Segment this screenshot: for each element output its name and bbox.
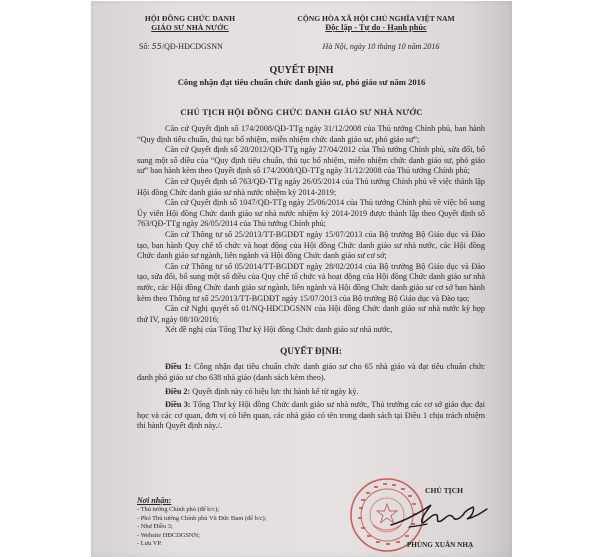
- national-motto-header: [271, 14, 481, 32]
- article-label: Điều 1:: [165, 362, 192, 372]
- recipients-title: Nơi nhận:: [137, 496, 172, 505]
- preamble-clause: Căn cứ Nghị quyết số 01/NQ-HĐCDGSNN của Hội đồng Chức danh giáo sư nhà nước kỳ họp thứ IV, ngày 08/10/2016;: [137, 304, 485, 324]
- document-body: [137, 124, 485, 435]
- nation-name: CỘNG HÒA XÃ HỘI CHỦ NGHĨA VIỆT NAM: [297, 14, 455, 23]
- article-1: [137, 362, 485, 383]
- signer-name: PHÙNG XUÂN NHẠ: [406, 541, 474, 549]
- issuer-line-2: GIÁO SƯ NHÀ NƯỚC: [151, 23, 229, 32]
- signer-role: CHỦ TỊCH: [424, 486, 464, 495]
- doc-number-prefix: Số:: [139, 42, 152, 51]
- recipient-item: - Như Điều 3;: [137, 523, 173, 531]
- document-page: [91, 1, 512, 557]
- article-text: Công nhận đạt tiêu chuẩn chức danh giáo sư cho 65 nhà giáo và đạt tiêu chuẩn chức danh phó giáo sư cho 638 nhà giáo (danh sách kèm theo).: [137, 362, 485, 383]
- recipient-item: - Thủ tướng Chính phủ (để b/c);: [137, 506, 219, 513]
- nation-motto: Độc lập - Tự do - Hạnh phúc: [325, 23, 427, 32]
- preamble-clause: Căn cứ Quyết định số 763/QĐ-TTg ngày 26/05/2014 của Thủ tướng Chính phủ về việc thành lập Hội đồng Chức danh giáo sư nhà nước nhiệm kỳ 2014-2019;: [137, 176, 485, 197]
- place-and-date: Hà Nội, ngày 10 tháng 10 năm 2016: [322, 42, 440, 51]
- article-2: [137, 387, 485, 398]
- doc-number-handwritten: 55: [151, 42, 162, 51]
- issuing-authority: CHỦ TỊCH HỘI ĐỒNG CHỨC DANH GIÁO SƯ NHÀ NƯỚC: [180, 107, 423, 117]
- document-title: QUYẾT ĐỊNH: [269, 65, 334, 76]
- article-text: Quyết định này có hiệu lực thi hành kể từ ngày ký.: [190, 386, 359, 396]
- recipients-list: [137, 496, 307, 549]
- preamble-clause: Căn cứ Thông tư số 05/2014/TT-BGDĐT ngày 28/02/2014 của Bộ trưởng Bộ Giáo dục và Đào tạo, sửa đổi, bổ sung một số điều của Quy chế tổ chức và hoạt động của Hội đồng Chức danh giáo sư nhà nước, các Hội đồng Chức danh giáo sư ngành, liên ngành và Hội đồng Chức danh giáo sư cơ sở ban hành kèm theo Thông tư số 25/2013/TT-BGDĐT ngày 15/07/2013 của Bộ trưởng Bộ Giáo dục và Đào tạo;: [137, 261, 485, 303]
- handwritten-signature-icon: [389, 495, 489, 535]
- signature-block: [349, 477, 499, 557]
- recipient-item: - Lưu VP.: [137, 540, 162, 548]
- doc-number-suffix: /QĐ-HĐCDGSNN: [161, 42, 223, 51]
- preamble-clause: Căn cứ Quyết định số 1047/QĐ-TTg ngày 25/06/2014 của Thủ tướng Chính phủ về việc bổ sung Ủy viên Hội đồng Chức danh giáo sư nhà nước nhiệm kỳ 2014-2019 được thành lập theo Quyết định số 763/QĐ-TTg ngày 26/05/2014 của Thủ tướng Chính phủ;: [137, 198, 485, 229]
- issuer-line-1: HỘI ĐỒNG CHỨC DANH: [144, 14, 236, 23]
- preamble-clause: Căn cứ Thông tư số 25/2013/TT-BGDĐT ngày 15/07/2013 của Bộ trưởng Bộ Giáo dục và Đào tạo, ban hành Quy chế tổ chức và hoạt động của Hội đồng Chức danh giáo sư nhà nước, các Hội đồng Chức danh giáo sư ngành, liên ngành và Hội đồng Chức danh giáo sư cơ sở;: [137, 229, 485, 261]
- article-label: Điều 2:: [165, 386, 191, 396]
- preamble-clause: Căn cứ Quyết định số 20/2012/QĐ-TTg ngày 27/04/2012 của Thủ tướng Chính phủ, sửa đổi, bổ sung một số điều của “Quy định tiêu chuẩn, thủ tục bổ nhiệm, miễn nhiệm chức danh giáo sư, phó giáo sư” ban hành kèm theo Quyết định số 174/2008/QĐ-TTg ngày 31/12/2008 của Thủ tướng Chính phủ;: [137, 145, 485, 176]
- article-label: Điều 3:: [165, 400, 191, 410]
- recipient-item: - Phó Thủ tướng Chính phủ Vũ Đức Đam (để b/c);: [137, 514, 267, 522]
- decision-heading: QUYẾT ĐỊNH:: [280, 345, 342, 356]
- document-subtitle: Công nhận đạt tiêu chuẩn chức danh giáo sư, phó giáo sư năm 2016: [177, 77, 426, 87]
- issuer-header: [135, 14, 245, 32]
- preamble-clause: Xét đề nghị của Tổng Thư ký Hội đồng Chức danh giáo sư nhà nước,: [165, 325, 393, 335]
- document-number: [139, 42, 223, 51]
- article-3: [137, 400, 485, 432]
- article-text: Tổng Thư ký Hội đồng Chức danh giáo sư nhà nước, Thủ trưởng các cơ sở giáo dục đại học và các cơ quan, đơn vị có liên quan, các nhà giáo có tên trong danh sách tại Điều 1 chịu trách nhiệm thi hành Quyết định này./.: [137, 400, 485, 431]
- preamble-clause: Căn cứ Quyết định số 174/2008/QĐ-TTg ngày 31/12/2008 của Thủ tướng Chính phủ, ban hành “Quy định tiêu chuẩn, thủ tục bổ nhiệm, miễn nhiệm chức danh giáo sư, phó giáo sư”;: [137, 124, 485, 144]
- recipient-item: - Website HĐCDGSNN;: [137, 531, 200, 539]
